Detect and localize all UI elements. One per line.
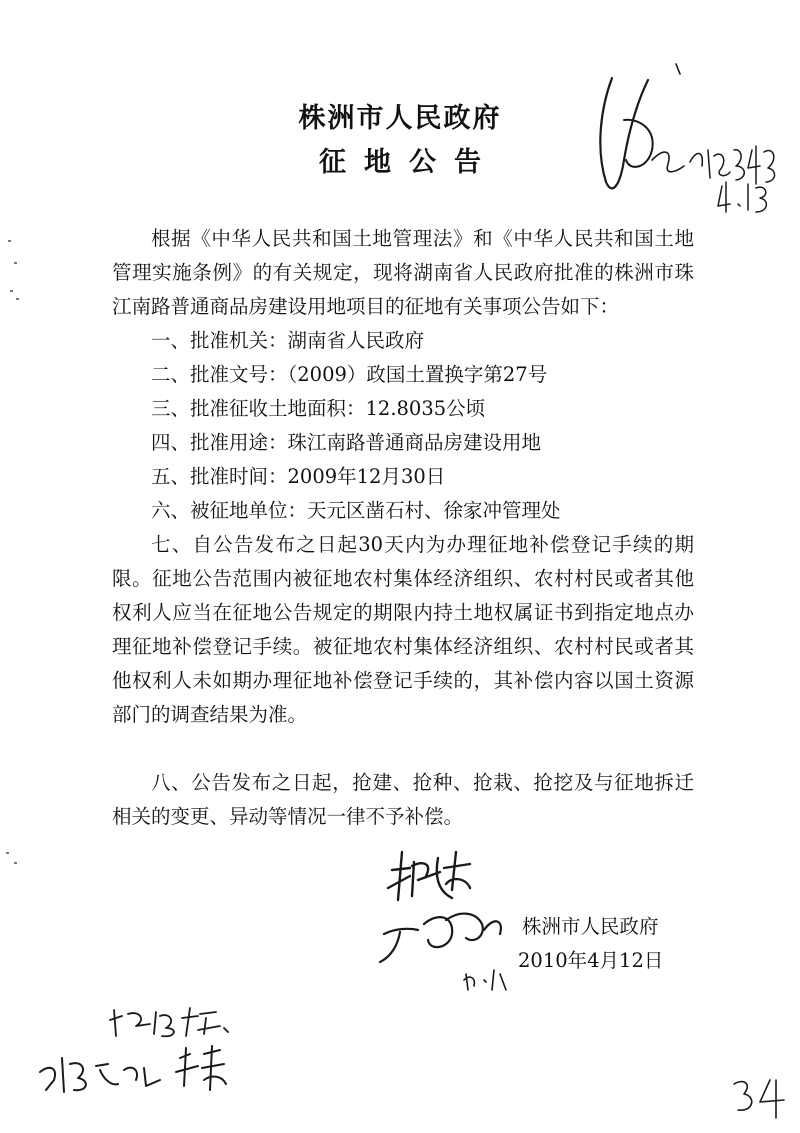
notice-title: 征地公告 bbox=[319, 147, 499, 178]
signature-organization: 株洲市人民政府 bbox=[522, 915, 659, 938]
item-land-area: 三、批准征收土地面积：12.8035公顷 bbox=[151, 397, 486, 420]
handwritten-signature bbox=[380, 852, 506, 990]
item-registration-period: 七、自公告发布之日起30天内为办理征地补偿登记手续的期限。征地公告范围内被征地农村集体经济组织、农村村民或者其他权利人应当在征地公告规定的期限内持土地权属证书到指定地点办理征地补偿登记手续。被征地农村集体经济组织、农村村民或者其他权利人未如期办理征地补偿登记手续的，其补偿内容以国土资源部门的调查结果为准。 bbox=[112, 533, 694, 726]
handwritten-page-number bbox=[734, 1080, 784, 1118]
item-approval-number: 二、批准文号：（2009）政国土置换字第27号 bbox=[151, 363, 548, 386]
item-approval-date: 五、批准时间：2009年12月30日 bbox=[151, 465, 446, 488]
item-approval-authority: 一、批准机关：湖南省人民政府 bbox=[151, 329, 425, 352]
item-affected-units: 六、被征地单位：天元区凿石村、徐家冲管理处 bbox=[151, 499, 561, 522]
issuer-title: 株洲市人民政府 bbox=[298, 103, 502, 134]
handwritten-top-right-note bbox=[600, 64, 774, 212]
item-land-use: 四、批准用途：珠江南路普通商品房建设用地 bbox=[151, 431, 542, 454]
intro-paragraph: 根据《中华人民共和国土地管理法》和《中华人民共和国土地管理实施条例》的有关规定，现将湖南省人民政府批准的株洲市珠江南路普通商品房建设用地项目的征地有关事项公告如下： bbox=[112, 227, 694, 318]
item-no-compensation: 八、公告发布之日起，抢建、抢种、抢栽、抢挖及与征地拆迁相关的变更、异动等情况一律不予补偿。 bbox=[112, 771, 694, 828]
handwritten-bottom-left-note bbox=[40, 1008, 228, 1092]
signature-date: 2010年4月12日 bbox=[518, 949, 664, 972]
